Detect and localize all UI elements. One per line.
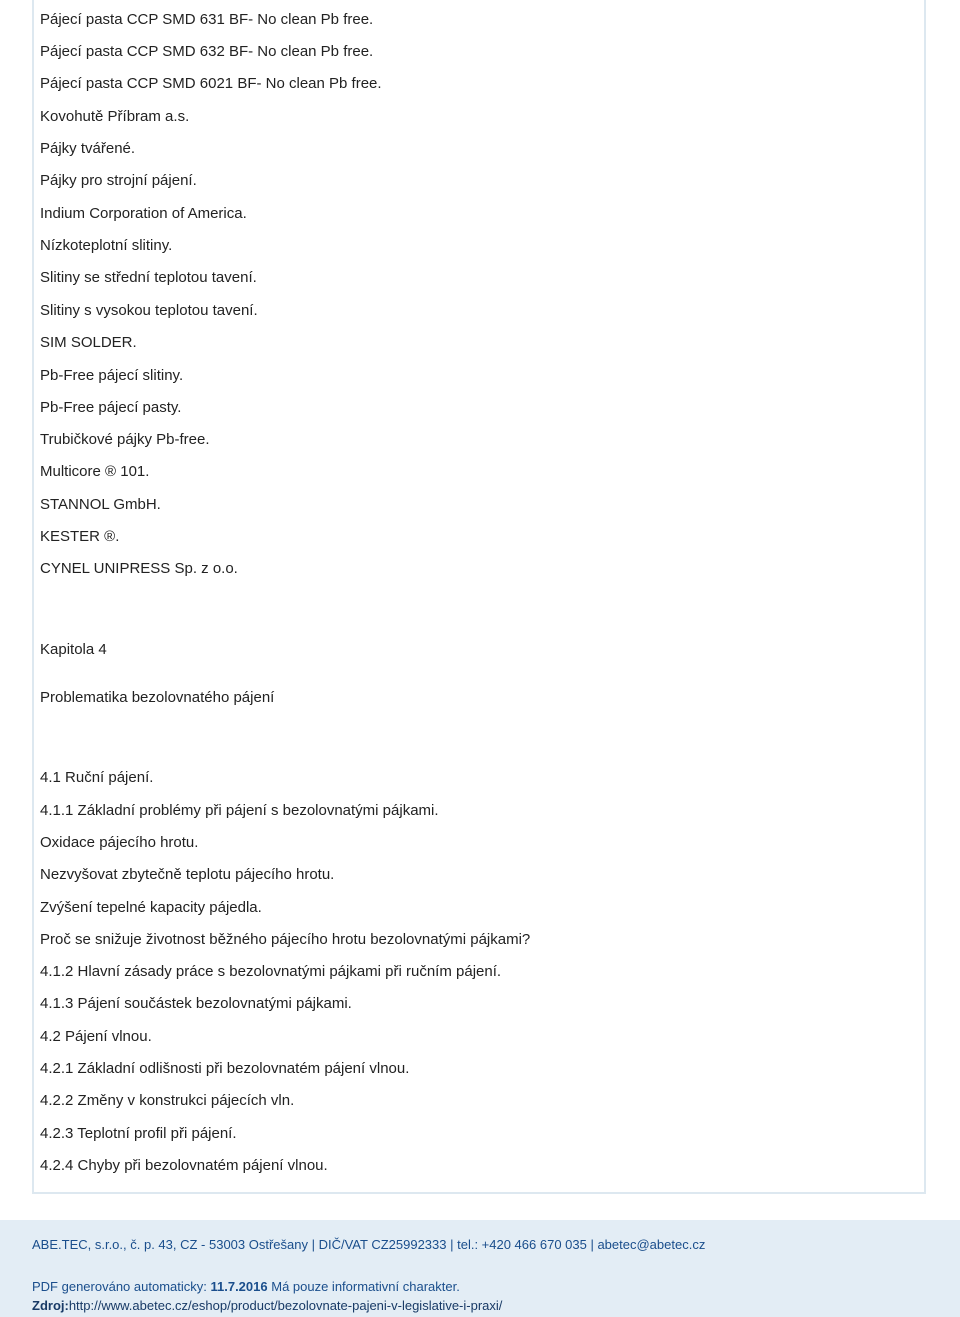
toc-item: 4.2 Pájení vlnou. bbox=[40, 1028, 152, 1045]
chapter-title: Problematika bezolovnatého pájení bbox=[40, 689, 275, 706]
generated-info bbox=[32, 1279, 460, 1295]
list-item: Kovohutě Příbram a.s. bbox=[40, 108, 190, 125]
list-item: CYNEL UNIPRESS Sp. z o.o. bbox=[40, 560, 238, 577]
list-item: Pb-Free pájecí slitiny. bbox=[40, 367, 184, 384]
toc-item: 4.1.1 Základní problémy při pájení s bezolovnatými pájkami. bbox=[40, 802, 439, 819]
list-item: Trubičkové pájky Pb-free. bbox=[40, 431, 210, 448]
list-item: STANNOL GmbH. bbox=[40, 496, 161, 513]
list-item: Pájky pro strojní pájení. bbox=[40, 172, 197, 189]
list-item: Pb-Free pájecí pasty. bbox=[40, 399, 182, 416]
toc-item: 4.1.3 Pájení součástek bezolovnatými pájkami. bbox=[40, 995, 352, 1012]
list-item: Pájky tvářené. bbox=[40, 140, 136, 157]
chapter-label: Kapitola 4 bbox=[40, 641, 107, 658]
list-item: Multicore ® 101. bbox=[40, 463, 150, 480]
list-item: KESTER ®. bbox=[40, 528, 120, 545]
company-info: ABE.TEC, s.r.o., č. p. 43, CZ - 53003 Ostřešany | DIČ/VAT CZ25992333 | tel.: +420 466 670 035 | abetec@abetec.cz bbox=[32, 1237, 706, 1252]
toc-item: Nezvyšovat zbytečně teplotu pájecího hrotu. bbox=[40, 866, 335, 883]
source-link[interactable]: http://www.abetec.cz/eshop/product/bezolovnate-pajeni-v-legislative-i-praxi/ bbox=[68, 1298, 503, 1313]
list-item: Pájecí pasta CCP SMD 6021 BF- No clean Pb free. bbox=[40, 75, 382, 92]
toc-item: Proč se snižuje životnost běžného pájecího hrotu bezolovnatými pájkami? bbox=[40, 931, 531, 948]
list-item: Indium Corporation of America. bbox=[40, 205, 247, 222]
generated-note: Má pouze informativní charakter. bbox=[271, 1279, 460, 1294]
toc-item: Zvýšení tepelné kapacity pájedla. bbox=[40, 899, 262, 916]
toc-item: 4.2.4 Chyby při bezolovnatém pájení vlnou. bbox=[40, 1157, 328, 1174]
toc-item: 4.2.1 Základní odlišnosti při bezolovnatém pájení vlnou. bbox=[40, 1060, 410, 1077]
toc-item: Oxidace pájecího hrotu. bbox=[40, 834, 199, 851]
list-item: SIM SOLDER. bbox=[40, 334, 137, 351]
list-item: Slitiny se střední teplotou tavení. bbox=[40, 269, 257, 286]
list-item: Slitiny s vysokou teplotou tavení. bbox=[40, 302, 258, 319]
toc-item: 4.2.2 Změny v konstrukci pájecích vln. bbox=[40, 1092, 295, 1109]
source-label: Zdroj: bbox=[32, 1298, 69, 1313]
generated-date: 11.7.2016 bbox=[210, 1279, 268, 1294]
source-info bbox=[32, 1298, 502, 1314]
toc-item: 4.1.2 Hlavní zásady práce s bezolovnatými pájkami při ručním pájení. bbox=[40, 963, 502, 980]
list-item: Nízkoteplotní slitiny. bbox=[40, 237, 173, 254]
toc-item: 4.2.3 Teplotní profil při pájení. bbox=[40, 1125, 237, 1142]
page-footer bbox=[0, 1220, 960, 1317]
generated-label: PDF generováno automaticky: bbox=[32, 1279, 211, 1294]
list-item: Pájecí pasta CCP SMD 631 BF- No clean Pb free. bbox=[40, 11, 374, 28]
list-item: Pájecí pasta CCP SMD 632 BF- No clean Pb free. bbox=[40, 43, 374, 60]
toc-item: 4.1 Ruční pájení. bbox=[40, 769, 154, 786]
